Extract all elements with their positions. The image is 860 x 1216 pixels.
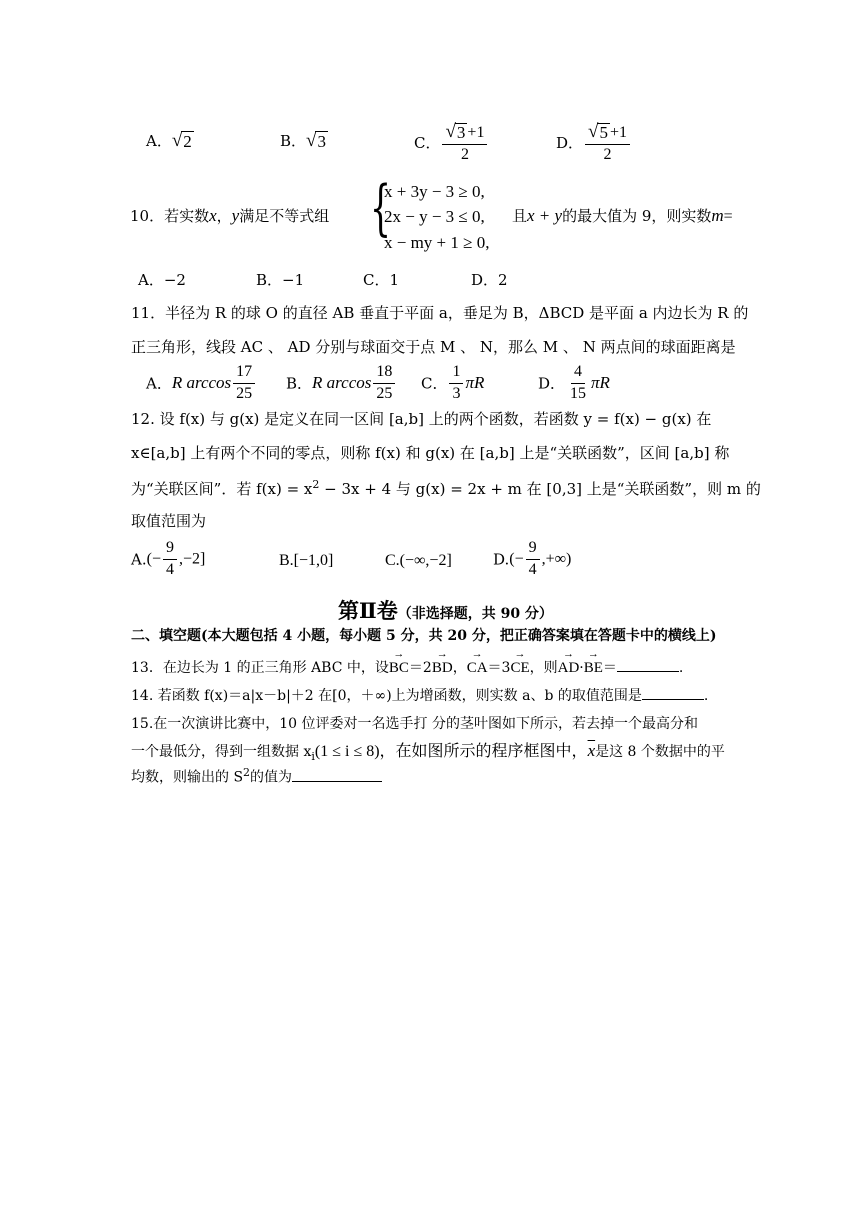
q11-option-c-suffix: πR bbox=[465, 373, 485, 393]
section-2-title: 第Ⅱ卷（非选择题，共 90 分） bbox=[338, 598, 553, 623]
q13-answer-blank bbox=[617, 670, 679, 672]
q12-option-a-label: A. bbox=[131, 550, 147, 569]
q12-options: A.(− $\frac{9}{4}$ ,−2] B.[−1,0] C.(−∞,−2] D.(− $\frac{9}{4}$ ,+∞) bbox=[131, 539, 572, 578]
q10-inequality-1: x + 3y − 3 ≥ 0, bbox=[384, 182, 485, 201]
q11-option-b-prefix: R arccos bbox=[312, 373, 372, 393]
q15-line-1: 15.在一次演讲比赛中，10 位评委对一名选手打 分的茎叶图如下所示，若去掉一个最高分和 bbox=[131, 716, 698, 732]
q11-option-a-prefix: R arccos bbox=[171, 373, 232, 393]
q9-option-d-label: D． bbox=[556, 133, 584, 152]
q9-option-b-label: B． bbox=[280, 132, 307, 150]
q10-option-b: B．−1 bbox=[256, 271, 305, 289]
q10-stem-prefix: 10．若实数x，y满足不等式组 bbox=[130, 206, 330, 225]
q10-inequality-3: x − my + 1 ≥ 0, bbox=[384, 233, 490, 252]
q10-option-c: C．1 bbox=[363, 271, 400, 289]
q11-option-d-label: D． bbox=[538, 374, 566, 393]
q9-options bbox=[146, 122, 746, 162]
q10-option-d: D．2 bbox=[471, 271, 508, 289]
q9-option-c-value: √ 3 +1 2 bbox=[442, 122, 487, 164]
q11-option-c-label: C． bbox=[421, 374, 448, 393]
q12-line-2: x∈[a,b] 上有两个不同的零点，则称 f(x) 和 g(x) 在 [a,b] 上是“关联函数”，区间 [a,b] 称 bbox=[131, 444, 730, 462]
q12-line-1: 12. 设 f(x) 与 g(x) 是定义在同一区间 [a,b] 上的两个函数，若函数 y = f(x) − g(x) 在 bbox=[131, 410, 712, 428]
q15-answer-blank bbox=[292, 780, 382, 782]
q9-option-a-label: A． bbox=[146, 132, 172, 150]
q10-option-a: A．−2 bbox=[138, 271, 186, 289]
q11-option-b-label: B． bbox=[286, 374, 313, 393]
q9-option-b-value: √ 3 bbox=[306, 130, 326, 152]
q12-line-3: 为“关联区间”．若 $f(x) = x^2 - 3x + 4$ 与 g(x) = 2x + m 在 [0,3] 上是“关联函数”，则 m 的 bbox=[131, 478, 761, 498]
q12-option-d-fraction: $\frac{9}{4}$ bbox=[526, 540, 540, 579]
q14-line: 14. 若函数 f(x)＝a|x－b|＋2 在[0，＋∞)上为增函数，则实数 a、b 的取值范围是 . bbox=[131, 688, 709, 704]
q12-option-c: C.(−∞,−2] bbox=[385, 552, 452, 569]
q15-line-2: 一个最低分，得到一组数据 $x_i(1 \le i \le 8)$，在如图所示的程序框图中，$\overline{x}$是这 8 个数据中的平 bbox=[131, 741, 725, 763]
q11-option-a-fraction: $\frac{17}{25}$ bbox=[233, 364, 255, 403]
q10-stem-suffix: 且x + y的最大值为 9，则实数m= bbox=[512, 206, 733, 225]
q9-option-c-label: C． bbox=[414, 133, 441, 152]
q11-options bbox=[146, 364, 706, 408]
q12-option-a-fraction: $\frac{9}{4}$ bbox=[163, 540, 177, 579]
q14-answer-blank bbox=[642, 698, 704, 700]
fill-in-section-heading: 二、填空题(本大题包括 4 小题，每小题 5 分，共 20 分，把正确答案填在答题卡中的横线上) bbox=[131, 628, 717, 644]
q10-system-brace: { bbox=[370, 173, 392, 243]
q13-line: 13．在边长为 1 的正三角形 ABC 中，设→ BC＝2→ BD，→ CA＝3→ CE，则→ AD·→ BE＝ . bbox=[131, 659, 683, 677]
q11-option-d-fraction: $\frac{4}{15}$ bbox=[570, 363, 587, 402]
q12-option-b: B.[−1,0] bbox=[279, 552, 334, 569]
q12-line-4: 取值范围为 bbox=[131, 512, 207, 530]
q11-option-d-suffix: πR bbox=[591, 373, 610, 393]
q9-option-d-value: √ 5 +1 2 bbox=[585, 122, 630, 164]
q11-option-a-label: A． bbox=[146, 374, 172, 393]
q15-line-3: 均数，则输出的 $S^2$的值为 bbox=[131, 766, 382, 786]
q10-inequality-2: 2x − y − 3 ≤ 0, bbox=[384, 207, 485, 226]
q11-option-c-fraction: $\frac{1}{3}$ bbox=[449, 364, 463, 403]
q12-option-d-label: D. bbox=[493, 550, 510, 569]
q11-line-2: 正三角形，线段 AC 、 AD 分别与球面交于点 M 、 N，那么 M 、 N 两点间的球面距离是 bbox=[131, 338, 736, 356]
q11-option-b-fraction: $\frac{18}{25}$ bbox=[373, 364, 395, 403]
q9-option-a-value: √ 2 bbox=[171, 130, 192, 152]
q11-line-1: 11．半径为 R 的球 O 的直径 AB 垂直于平面 a，垂足为 B，ΔBCD 是平面 a 内边长为 R 的 bbox=[131, 304, 749, 322]
